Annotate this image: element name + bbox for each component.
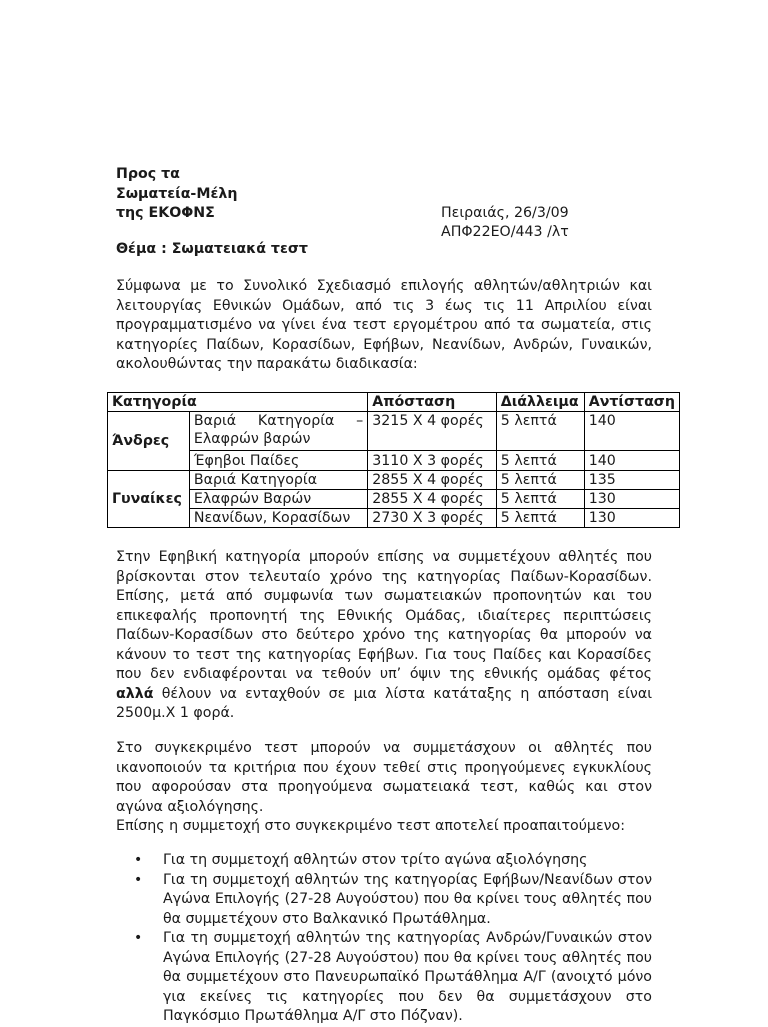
table-row (108, 490, 680, 509)
reference-number: ΑΠΦ22ΕΟ/443 /λτ (441, 224, 569, 240)
eligibility-bold-word: αλλά (116, 685, 154, 702)
intro-paragraph: Σύμφωνα με το Συνολικό Σχεδιασμό επιλογής αθλητών/αθλητριών και λειτουργίας Εθνικών Ομάδων, από τις 3 έως τις 11 Απριλίου είναι προγραμματισμένο να γίνει ένα τεστ εργομέτρου από τα σωματεία, στις κατηγορίες Παίδων, Κορασίδων, Εφήβων, Νεανίδων, Ανδρών, Γυναικών, ακολουθώντας την παρακάτω διαδικασία: (116, 278, 652, 372)
list-item (116, 851, 652, 871)
list-item (116, 871, 652, 930)
row-distance: 3215 Χ 4 φορές (368, 412, 497, 451)
participation-paragraph: Στο συγκεκριμένο τεστ μπορούν να συμμετάσχουν οι αθλητές που ικανοποιούν τα κριτήρια που έχουν τεθεί στις προηγούμενες εγκυκλίους που αφορούσαν στα προηγούμενα σωματειακά τεστ, καθώς και στον αγώνα αξιολόγησης. (116, 740, 652, 815)
recipient-line-2: Σωματεία-Μέλη (116, 186, 238, 202)
table-row (108, 412, 680, 451)
row-category: Νεανίδων, Κορασίδων (189, 509, 367, 528)
eligibility-text-start: Στην Εφηβική κατηγορία μπορούν επίσης να συμμετέχουν αθλητές που βρίσκονται στον τελευταίο χρόνο της κατηγορίας Παίδων-Κορασίδων. Επίσης, μετά από συμφωνία των σωματειακών προπονητών και του επικεφαλής προπονητή της Εθνικής Ομάδας, ιδιαίτερες περιπτώσεις Παίδων-Κορασίδων στο δεύτερο χρόνο της κατηγορίας θα μπορούν να κάνουν το τεστ της κατηγορίας Εφήβων. Για τους Παίδες και Κορασίδες που δεν ενδιαφέρονται να τεθούν υπ’ όψιν της εθνικής ομάδας φέτος (116, 549, 652, 682)
row-category: Έφηβοι Παίδες (189, 451, 367, 471)
row-break: 5 λεπτά (496, 471, 584, 490)
group-men: Άνδρες (108, 412, 190, 471)
table-row (108, 451, 680, 471)
header-resistance: Αντίσταση (584, 393, 679, 412)
row-distance: 2730 Χ 3 φορές (368, 509, 497, 528)
place-date: Πειραιάς, 26/3/09 (441, 205, 569, 221)
bullet-icon: • (134, 871, 143, 888)
category-table (107, 392, 680, 528)
row-resistance: 130 (584, 509, 679, 528)
eligibility-paragraph (116, 548, 652, 724)
row-break: 5 λεπτά (496, 412, 584, 451)
recipient-line-1: Προς τα (116, 166, 180, 182)
row-break: 5 λεπτά (496, 490, 584, 509)
group-women: Γυναίκες (108, 471, 190, 528)
requirements-list (116, 851, 652, 1027)
row-distance: 2855 Χ 4 φορές (368, 471, 497, 490)
header-break: Διάλλειμα (496, 393, 584, 412)
table-row (108, 471, 680, 490)
row-resistance: 135 (584, 471, 679, 490)
list-item-text: Για τη συμμετοχή αθλητών στον τρίτο αγώνα αξιολόγησης (163, 852, 588, 868)
row-distance: 3110 Χ 3 φορές (368, 451, 497, 471)
recipient-line-3: της ΕΚΟΦΝΣ (116, 205, 215, 221)
row-distance: 2855 Χ 4 φορές (368, 490, 497, 509)
bullet-icon: • (134, 852, 143, 868)
list-item-text: Για τη συμμετοχή αθλητών της κατηγορίας Εφήβων/Νεανίδων στον Αγώνα Επιλογής (27-28 Αυγούστου) που θα κρίνει τους αθλητές που θα συμμετέχουν στο Βαλκανικό Πρωτάθλημα. (163, 871, 652, 927)
list-item-text: Για τη συμμετοχή αθλητών της κατηγορίας Ανδρών/Γυναικών στον Αγώνα Επιλογής (27-28 Αυγούστου) που θα κρίνει τους αθλητές που θα συμμετέχουν στο Πανευρωπαϊκό Πρωτάθλημα Α/Γ (ανοιχτό μόνο για εκείνες τις κατηγορίες που δεν θα συμμετάσχουν στο Παγκόσμιο Πρωτάθλημα Α/Γ στο Πόζναν). (163, 930, 652, 1024)
row-resistance: 140 (584, 412, 679, 451)
subject-line: Θέμα : Σωματειακά τεστ (116, 241, 308, 257)
table-header-row (108, 393, 680, 412)
row-category: Βαριά Κατηγορία – Ελαφρών βαρών (189, 412, 367, 451)
prerequisite-paragraph: Επίσης η συμμετοχή στο συγκεκριμένο τεστ αποτελεί προαπαιτούμενο: (116, 818, 625, 834)
row-category: Βαριά Κατηγορία (189, 471, 367, 490)
header-distance: Απόσταση (368, 393, 497, 412)
row-category: Ελαφρών Βαρών (189, 490, 367, 509)
row-resistance: 130 (584, 490, 679, 509)
eligibility-text-end: θέλουν να ενταχθούν σε μια λίστα κατάταξης η απόσταση είναι 2500μ.Χ 1 φορά. (116, 685, 652, 721)
table-row (108, 509, 680, 528)
row-break: 5 λεπτά (496, 451, 584, 471)
row-break: 5 λεπτά (496, 509, 584, 528)
list-item (116, 929, 652, 1027)
header-category: Κατηγορία (108, 393, 368, 412)
row-resistance: 140 (584, 451, 679, 471)
bullet-icon: • (134, 930, 143, 946)
